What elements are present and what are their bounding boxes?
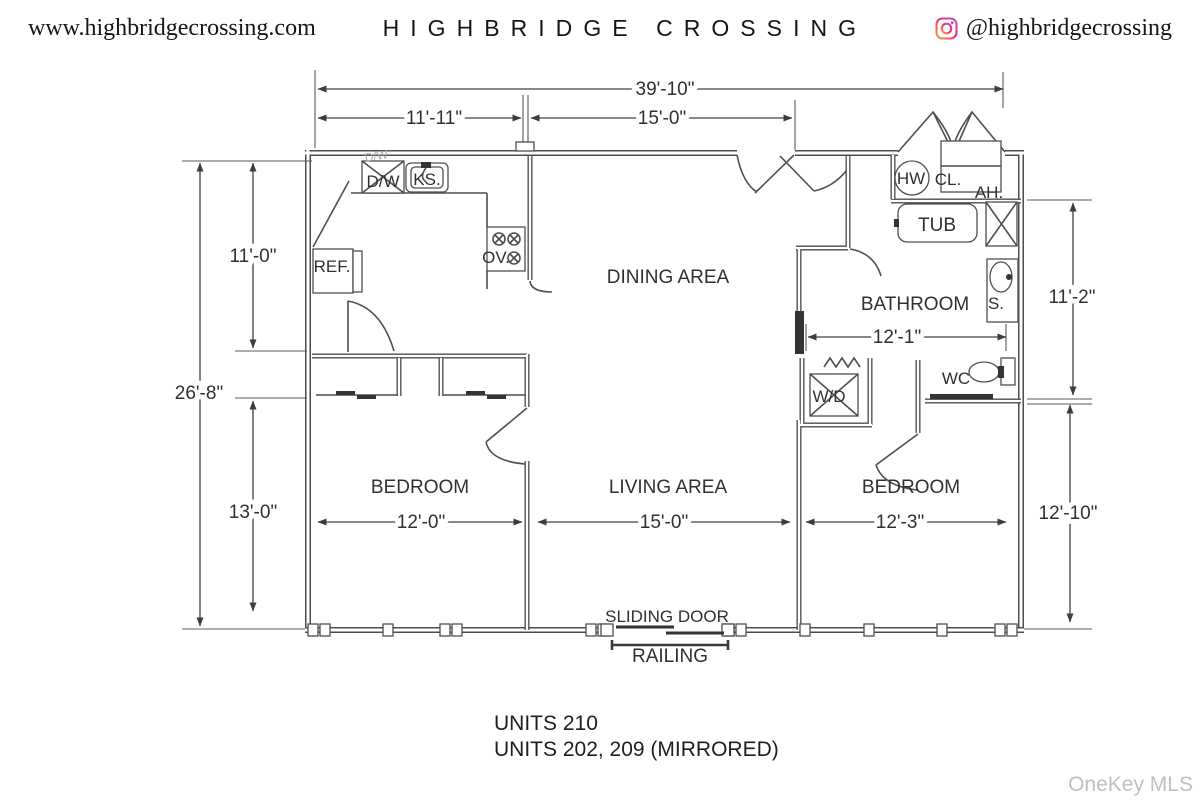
bathroom-threshold [930, 394, 993, 399]
room-label-dining: DINING AREA [606, 267, 730, 288]
label-oven: OV. [482, 248, 510, 267]
label-closet: CL. [934, 170, 962, 189]
dim-label-left-upper: 11'-0" [229, 246, 277, 267]
brand-title: HIGHBRIDGE CROSSING [382, 14, 868, 41]
window-mullion [800, 624, 810, 636]
closet-door-panel [336, 391, 355, 395]
label-toilet: WC [941, 369, 971, 388]
dim-label-overall-width: 39'-10" [635, 79, 695, 100]
website-url: www.highbridgecrossing.com [28, 14, 316, 41]
room-label-bedroom-left: BEDROOM [370, 477, 470, 498]
window-mullion [586, 624, 596, 636]
closet-door-panel [466, 391, 485, 395]
label-kitchen-sink: KS. [413, 170, 441, 189]
header [0, 0, 1200, 56]
closet-door-panel [487, 395, 506, 399]
window-mullion [308, 624, 318, 636]
kitchen-faucet [421, 162, 431, 168]
window-mullion [452, 624, 462, 636]
dim-label-bedroom-right-width: 12'-3" [875, 512, 925, 533]
footer-units-line1: UNITS 210 [494, 712, 598, 735]
dishwasher-ghost-label: D/W [363, 147, 390, 165]
dim-label-bathroom-width: 12'-1" [872, 327, 922, 348]
window-mullion [937, 624, 947, 636]
label-tub: TUB [918, 215, 956, 236]
footer-units-line2: UNITS 202, 209 (MIRRORED) [494, 738, 779, 761]
window-mullion [1007, 624, 1017, 636]
instagram-block [934, 15, 1172, 42]
dim-label-kitchen-width: 11'-11" [405, 108, 463, 129]
bathroom-door [850, 249, 881, 276]
instagram-handle: @highbridgecrossing [965, 14, 1172, 41]
window-mullion [440, 624, 450, 636]
toilet-bowl [969, 362, 999, 382]
room-label-bathroom: BATHROOM [860, 294, 970, 315]
label-washer-dryer: W/D [812, 387, 846, 406]
room-label-bedroom-right: BEDROOM [861, 477, 961, 498]
label-refrigerator: REF. [313, 257, 351, 276]
label-sink: S. [987, 294, 1005, 313]
refrigerator-door [353, 251, 362, 292]
room-label-living: LIVING AREA [608, 477, 728, 498]
dim-label-living-width: 15'-0" [639, 512, 689, 533]
pocket-door [795, 311, 804, 354]
dim-label-left-total: 26'-8" [174, 383, 224, 404]
label-railing: RAILING [631, 646, 709, 667]
sink-faucet [1006, 274, 1012, 280]
window-mullion [383, 624, 393, 636]
watermark: OneKey MLS [1068, 773, 1193, 796]
window-projection [516, 142, 534, 151]
tub-faucet [894, 219, 899, 227]
dim-label-bedroom-left-width: 12'-0" [396, 512, 446, 533]
dim-label-right-lower: 12'-10" [1038, 503, 1098, 524]
window-mullion [736, 624, 746, 636]
label-dishwasher: D/W [366, 172, 400, 191]
label-hot-water: HW [896, 169, 926, 188]
window-mullion [864, 624, 874, 636]
hall-closet-door [780, 156, 846, 191]
kitchen-door [348, 301, 394, 352]
label-air-handler: AH. [974, 183, 1004, 202]
laundry-bifold-zigzag [824, 358, 860, 367]
window-mullion [995, 624, 1005, 636]
dim-label-left-lower: 13'-0" [228, 502, 278, 523]
bedroom-left-door [486, 408, 527, 464]
dim-label-dining-width: 15'-0" [637, 108, 687, 129]
label-sliding-door: SLIDING DOOR [605, 607, 729, 626]
toilet-hinge [998, 366, 1004, 378]
instagram-icon [934, 16, 959, 41]
closet-door-panel [357, 395, 376, 399]
dim-label-right-upper: 11'-2" [1048, 287, 1096, 308]
window-mullion [320, 624, 330, 636]
